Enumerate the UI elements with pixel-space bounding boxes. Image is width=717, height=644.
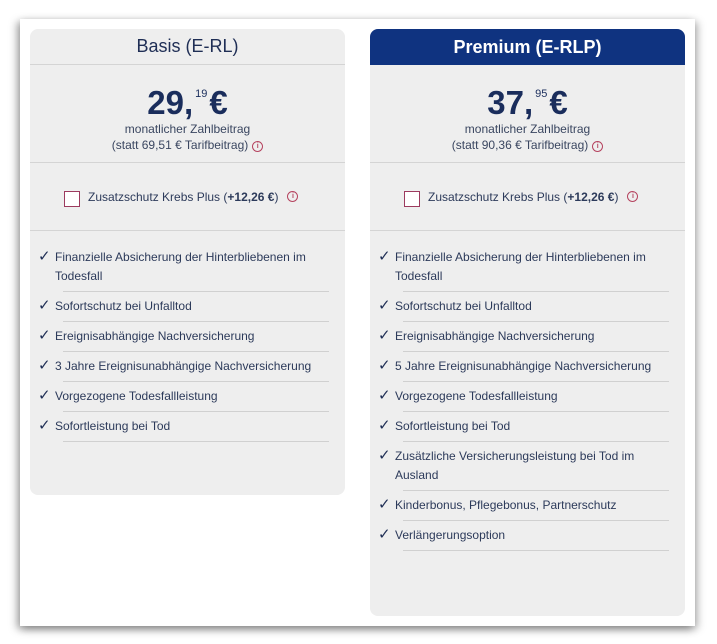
- feature-item: [378, 491, 669, 521]
- addon-label-suffix: ): [274, 189, 279, 204]
- feature-item: [378, 322, 669, 352]
- check-icon: ✓: [378, 357, 391, 374]
- check-icon: ✓: [38, 327, 51, 344]
- feature-item: [378, 292, 669, 322]
- feature-list: [370, 231, 685, 551]
- info-icon[interactable]: i: [252, 141, 263, 152]
- feature-text: Ereignisabhängige Nachversicherung: [395, 329, 595, 343]
- price-main: 37,: [487, 84, 534, 121]
- price-main: 29,: [147, 84, 194, 121]
- feature-text: Sofortschutz bei Unfalltod: [55, 299, 192, 313]
- check-icon: ✓: [38, 248, 51, 265]
- check-icon: ✓: [378, 248, 391, 265]
- feature-text: 5 Jahre Ereignisunabhängige Nachversicherung: [395, 359, 652, 373]
- feature-item: [38, 322, 329, 352]
- feature-text: Zusätzliche Versicherungsleistung bei Tod im Ausland: [395, 449, 635, 482]
- check-icon: ✓: [378, 327, 391, 344]
- feature-text: Sofortleistung bei Tod: [55, 419, 171, 433]
- check-icon: ✓: [38, 387, 51, 404]
- feature-item: [378, 352, 669, 382]
- check-icon: ✓: [38, 297, 51, 314]
- feature-text: Kinderbonus, Pflegebonus, Partnerschutz: [395, 498, 617, 512]
- check-icon: ✓: [378, 297, 391, 314]
- addon-label-text: Zusatzschutz Krebs Plus (: [428, 189, 568, 204]
- addon-label[interactable]: [428, 190, 618, 204]
- feature-text: Finanzielle Absicherung der Hinterbliebenen im Todesfall: [395, 250, 646, 283]
- check-icon: ✓: [38, 357, 51, 374]
- price: [370, 65, 685, 121]
- price-block: [370, 65, 685, 163]
- feature-item: [38, 352, 329, 382]
- info-icon[interactable]: i: [287, 191, 298, 202]
- addon-label-suffix: ): [614, 189, 619, 204]
- price-label: monatlicher Zahlbeitrag: [124, 122, 251, 136]
- feature-item: [378, 521, 669, 551]
- price-label: monatlicher Zahlbeitrag: [464, 122, 591, 136]
- currency: €: [209, 84, 228, 121]
- feature-item: [38, 412, 329, 442]
- feature-item: [378, 382, 669, 412]
- tariff-note: (statt 90,36 € Tarifbeitrag): [451, 138, 589, 152]
- tariff-note: (statt 69,51 € Tarifbeitrag): [111, 138, 249, 152]
- addon-checkbox[interactable]: [404, 191, 420, 207]
- feature-item: [378, 442, 669, 491]
- price-cents: 95: [535, 88, 548, 100]
- price-cents: 19: [195, 88, 208, 100]
- price: [30, 65, 345, 121]
- addon-krebs-plus: [30, 163, 345, 231]
- addon-amount: +12,26 €: [227, 189, 275, 204]
- plan-card-premium: [370, 29, 685, 616]
- plan-card-basis: [30, 29, 345, 495]
- feature-text: Sofortleistung bei Tod: [395, 419, 511, 433]
- addon-label[interactable]: [88, 190, 278, 204]
- feature-list: [30, 231, 345, 442]
- check-icon: ✓: [38, 417, 51, 434]
- addon-label-text: Zusatzschutz Krebs Plus (: [88, 189, 228, 204]
- feature-text: Vorgezogene Todesfallleistung: [395, 389, 558, 403]
- price-block: [30, 65, 345, 163]
- feature-text: Verlängerungsoption: [395, 528, 506, 542]
- feature-item: [38, 382, 329, 412]
- addon-checkbox[interactable]: [64, 191, 80, 207]
- feature-item: [378, 243, 669, 292]
- tariff-note-row: [30, 137, 345, 153]
- info-icon[interactable]: i: [627, 191, 638, 202]
- feature-text: Sofortschutz bei Unfalltod: [395, 299, 532, 313]
- feature-item: [378, 412, 669, 442]
- info-icon[interactable]: i: [592, 141, 603, 152]
- feature-item: [38, 292, 329, 322]
- currency: €: [549, 84, 568, 121]
- check-icon: ✓: [378, 447, 391, 464]
- tariff-note-row: [370, 137, 685, 153]
- check-icon: ✓: [378, 496, 391, 513]
- feature-text: Vorgezogene Todesfallleistung: [55, 389, 218, 403]
- feature-text: 3 Jahre Ereignisunabhängige Nachversicherung: [55, 359, 312, 373]
- check-icon: ✓: [378, 526, 391, 543]
- feature-item: [38, 243, 329, 292]
- check-icon: ✓: [378, 387, 391, 404]
- plan-title: Basis (E-RL): [30, 29, 345, 65]
- addon-krebs-plus: [370, 163, 685, 231]
- screenshot-frame: [20, 19, 695, 626]
- feature-text: Ereignisabhängige Nachversicherung: [55, 329, 255, 343]
- feature-text: Finanzielle Absicherung der Hinterbliebenen im Todesfall: [55, 250, 306, 283]
- check-icon: ✓: [378, 417, 391, 434]
- addon-amount: +12,26 €: [567, 189, 615, 204]
- plan-title: Premium (E-RLP): [370, 29, 685, 65]
